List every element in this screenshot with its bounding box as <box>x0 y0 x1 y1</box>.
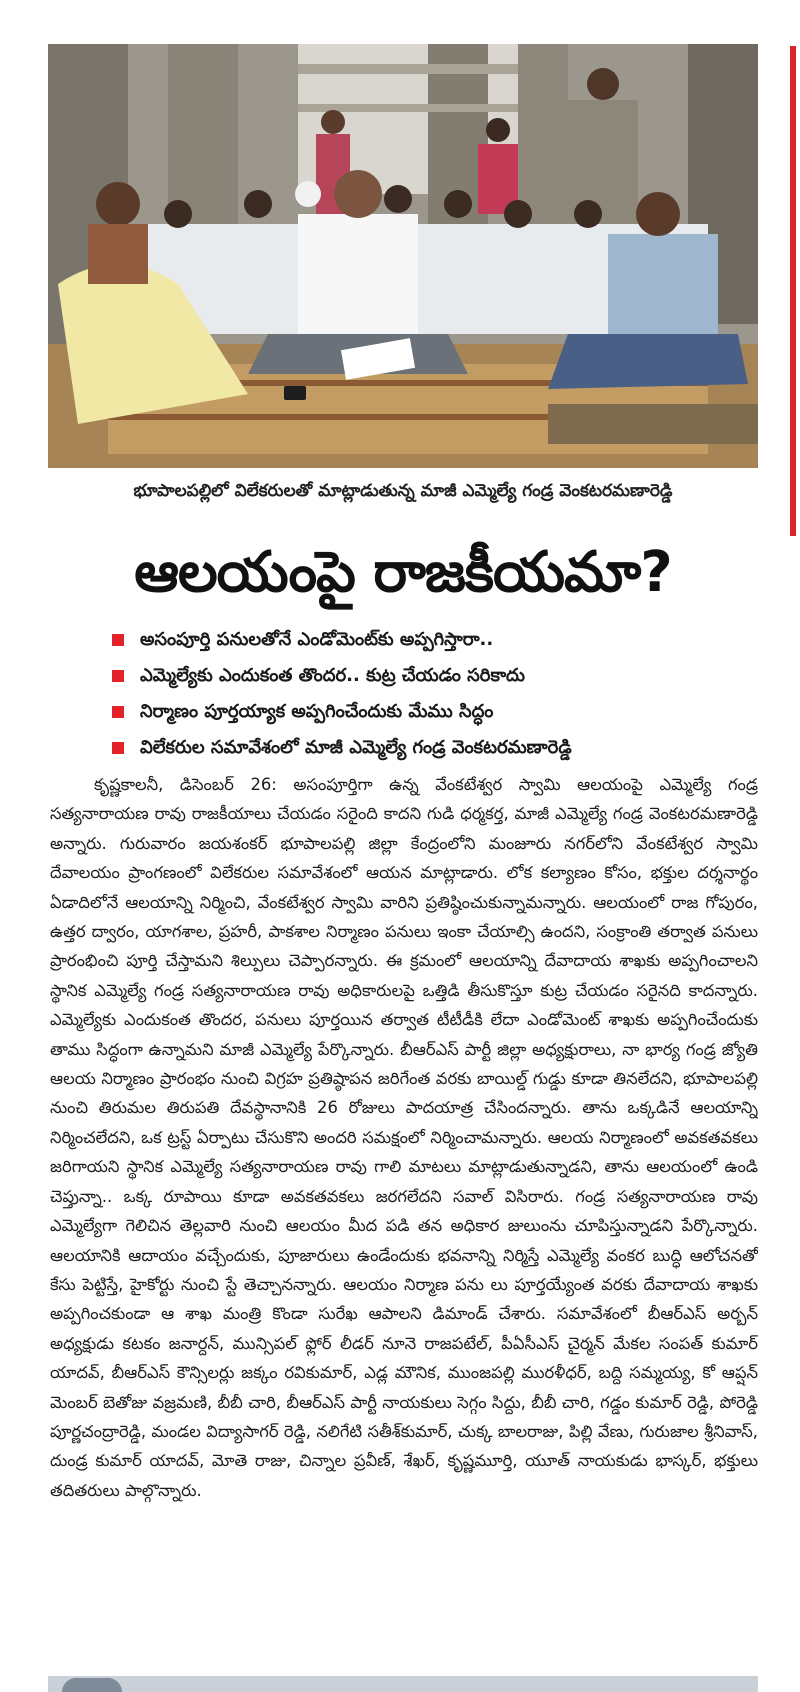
press-meet-photo-icon <box>48 44 758 468</box>
bullet-text: అసంపూర్తి పనులతోనే ఎండోమెంట్‌కు అప్పగిస్తారా.. <box>140 629 494 650</box>
next-photo-thumbnail-icon <box>62 1678 122 1692</box>
news-photo <box>48 44 758 468</box>
highlight-list <box>110 622 760 766</box>
bullet-text: విలేకరుల సమావేశంలో మాజీ ఎమ్మెల్యే గండ్ర వెంకటరమణారెడ్డి <box>140 737 572 758</box>
bullet-text: ఎమ్మెల్యేకు ఎందుకంత తొందర.. కుట్ర చేయడం సరికాదు <box>140 665 525 686</box>
column-divider <box>790 46 796 536</box>
list-item <box>110 658 760 694</box>
list-item <box>110 622 760 658</box>
square-bullet-icon <box>112 634 124 646</box>
photo-caption: భూపాలపల్లిలో విలేకరులతో మాట్లాడుతున్న మాజీ ఎమ్మెల్యే గండ్ర వెంకటరమణారెడ్డి <box>133 481 673 501</box>
square-bullet-icon <box>112 742 124 754</box>
article-body: కృష్ణకాలనీ, డిసెంబర్ 26: అసంపూర్తిగా ఉన్న వేంకటేశ్వర స్వామి ఆలయంపై ఎమ్మెల్యే గండ్ర సత్యనారాయణ రావు రాజకీయాలు చేయడం సరైంది కాదని గుడి ధర్మకర్త, మాజీ ఎమ్మెల్యే గండ్ర వెంకటరమణారెడ్డి అన్నారు. గురువారం జయశంకర్ భూపాలపల్లి జిల్లా కేంద్రంలోని మంజూరు నగర్‌లోని వేంకటేశ్వర స్వామి దేవాలయం ప్రాంగణంలో విలేకరుల సమావేశంలో ఆయన మాట్లాడారు. లోక కల్యాణం కోసం, భక్తుల దర్శనార్థం ఏడాదిలోనే ఆలయాన్ని నిర్మించి, వేంకటేశ్వర స్వామి వారిని ప్రతిష్ఠించుకున్నామన్నారు. ఆలయంలో రాజ గోపురం, ఉత్తర ద్వారం, యాగశాల, ప్రహరీ, పాకశాల నిర్మాణం పనులు ఇంకా చేయాల్సి ఉందని, సంక్రాంతి తర్వాత పనులు ప్రారంభించి పూర్తి చేస్తామని శిల్పులు చెప్పారన్నారు. ఈ క్రమంలో ఆలయాన్ని దేవాదాయ శాఖకు అప్పగించాలని స్థానిక ఎమ్మెల్యే గండ్ర సత్యనారాయణ రావు అధికారులపై ఒత్తిడి తీసుకొస్తూ కుట్ర చేయడం సరైనది కాదన్నారు. ఎమ్మెల్యేకు ఎందుకంత తొందర, పనులు పూర్తయిన తర్వాత టీటీడీకి లేదా ఎండోమెంట్ శాఖకు అప్పగించేందుకు తాము సిద్ధంగా ఉన్నామని మాజీ ఎమ్మెల్యే పేర్కొన్నారు. బీఆర్ఎస్ పార్టీ జిల్లా అధ్యక్షురాలు, నా భార్య గండ్ర జ్యోతి ఆలయ నిర్మాణం ప్రారంభం నుంచి విగ్రహ ప్రతిష్ఠాపన జరిగేంత వరకు బాయిల్డ్ గుడ్డు కూడా తినలేదని, భూపాలపల్లి నుంచి తిరుమల తిరుపతి దేవస్థానానికి 26 రోజులు పాదయాత్ర చేసిందన్నారు. తాను ఒక్కడినే ఆలయాన్ని నిర్మించలేదని, ఒక ట్రస్ట్ ఏర్పాటు చేసుకొని అందరి సమక్షంలో నిర్మించామన్నారు. ఆలయ నిర్మాణంలో అవకతవకలు జరిగాయని స్థానిక ఎమ్మెల్యే సత్యనారాయణ రావు గాలి మాటలు మాట్లాడుతున్నాడని, తాను ఆలయంలో ఉండి చెప్తున్నా.. ఒక్క రూపాయి కూడా అవకతవకలు జరగలేదని సవాల్ విసిరారు. గండ్ర సత్యనారాయణ రావు ఎమ్మెల్యేగా గెలిచిన తెల్లవారి నుంచి ఆలయం మీద పడి తన అధికార జులుంను చూపిస్తున్నాడని పేర్కొన్నారు. ఆలయానికి ఆదాయం వచ్చేందుకు, పూజారులు ఉండేందుకు భవనాన్ని నిర్మిస్తే ఎమ్మెల్యే వంకర బుద్ధి ఆలోచనతో కేసు పెట్టిస్తే, హైకోర్టు నుంచి స్టే తెచ్చానన్నారు. ఆలయం నిర్మాణ పను లు పూర్తయ్యేంత వరకు దేవాదాయ శాఖకు అప్పగించకుండా ఆ శాఖ మంత్రి కొండా సురేఖ ఆపాలని డిమాండ్ చేశారు. సమావేశంలో బీఆర్ఎస్ అర్బన్ అధ్యక్షుడు కటకం జనార్దన్, మున్సిపల్ ఫ్లోర్ లీడర్ నూనె రాజపటేల్, పీఏసీఎస్ చైర్మన్ మేకల సంపత్ కుమార్ యాదవ్, బీఆర్ఎస్ కౌన్సిలర్లు జక్కం రవికుమార్, ఎడ్ల మౌనిక, ముంజపల్లి మురళీధర్, బద్ది సమ్మయ్య, కో ఆప్షన్ మెంబర్ బెతోజు వజ్రమణి, బీబీ చారి, బీఆర్ఎస్ పార్టీ నాయకులు సెగ్గం సిద్దు, బీబీ చారి, గడ్డం కుమార్ రెడ్డి, పోరెడ్డి పూర్ణచంద్రారెడ్డి, మండల విద్యాసాగర్ రెడ్డి, నలిగేటి సతీశ్‌కుమార్, చుక్క బాలరాజు, పిల్లి వేణు, గురుజాల శ్రీనివాస్, దుండ్ర కుమార్ యాదవ్, మోతె రాజు, చిన్నాల ప్రవీణ్, శేఖర్, కృష్ణమూర్తి, యూత్ నాయకుడు భాస్కర్, భక్తులు తదితరులు పాల్గొన్నారు. <box>50 775 758 1500</box>
bullet-text: నిర్మాణం పూర్తయ్యాక అప్పగించేందుకు మేము సిద్ధం <box>140 701 494 722</box>
list-item <box>110 730 760 766</box>
list-item <box>110 694 760 730</box>
page-title: ఆలయంపై రాజకీయమా? <box>134 540 672 605</box>
square-bullet-icon <box>112 706 124 718</box>
next-article-strip <box>48 1676 758 1692</box>
square-bullet-icon <box>112 670 124 682</box>
